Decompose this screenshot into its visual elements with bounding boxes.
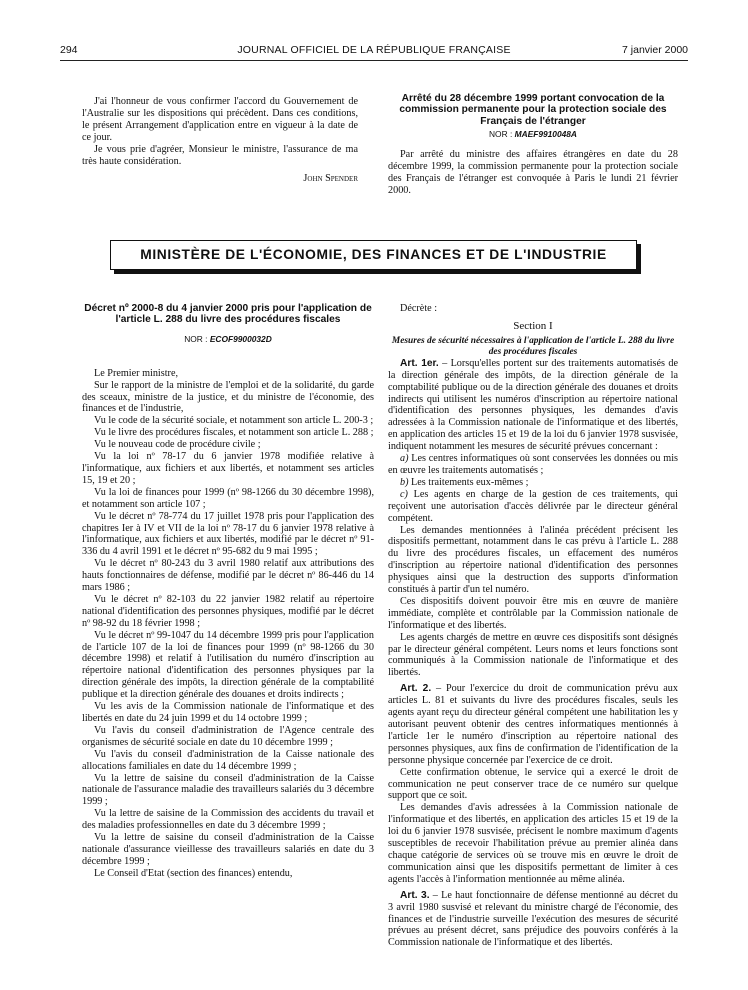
- article-1: [388, 358, 678, 453]
- article-1-label: Art. 1er.: [400, 357, 439, 369]
- decret-left-column: [82, 303, 374, 880]
- ministry-banner: MINISTÈRE DE L'ÉCONOMIE, DES FINANCES ET DE L'INDUSTRIE: [110, 240, 637, 270]
- item-text: Les agents en charge de la gestion de ces traitements, qui reçoivent une autorisation d'accès délivrée par le directeur général compétent.: [388, 488, 678, 524]
- letter-block: [82, 96, 358, 185]
- visa: Vu le décret nº 99-1047 du 14 décembre 1999 pris pour l'application de l'article 107 de la loi de finances pour 1999 (nº 98-1266 du 30 décembre 1998) et relatif à l'utilisation du numéro d'inscription au répertoire national d'identification des personnes physiques par la direction générale des impôts, la direction générale de la comptabilité publique et la direction générale des douanes et droits indirects ;: [82, 629, 374, 701]
- decret-right-column: [388, 303, 678, 949]
- article-2-text: – Pour l'exercice du droit de communication prévu aux articles L. 81 et suivants du livre des procédures fiscales, seuls les agents ayant reçu du directeur général compétent une habilitation les y autorisant peuvent obtenir des centres informatiques mentionnés à l'article 1er le numéro d'inscription au répertoire national des personnes physiques, aux fins de confirmation de l'identification de la personne physique concernée par l'exercice de ce droit.: [388, 683, 678, 766]
- article-1-paragraph: Les agents chargés de mettre en œuvre ces dispositifs sont désignés par le directeur général compétent. Leurs noms et leurs fonctions sont communiqués à la Commission nationale de l'informatique et des libertés.: [388, 631, 678, 679]
- article-2: [388, 683, 678, 766]
- visa: Vu le décret nº 82-103 du 22 janvier 1982 relatif au répertoire national d'identification des personnes physiques, modifié par le décret nº 98-92 du 18 février 1998 ;: [82, 593, 374, 629]
- header-rule: [60, 60, 688, 61]
- visa: Vu la loi de finances pour 1999 (nº 98-1266 du 30 décembre 1998), et notamment son article 107 ;: [82, 486, 374, 510]
- article-1-text: – Lorsqu'elles portent sur des traitements automatisés de la direction générale des impôts, de la direction générale de la comptabilité publique ou de la direction générale des douanes et droits indirects qui utilisent les numéros d'inscription au répertoire national d'identification des personnes physiques, les demandes d'avis adressées à la Commission nationale de l'informatique et des libertés, en application des articles 15 et 19 de la loi du 6 janvier 1978 susvisée, indiquent notamment les mesures de sécurité prévues concernant :: [388, 357, 678, 453]
- decret-opening: Le Premier ministre,: [94, 367, 179, 379]
- issue-date: 7 janvier 2000: [622, 44, 688, 56]
- item-letter: c): [400, 488, 408, 500]
- article-1-item: [388, 477, 678, 489]
- letter-paragraph: J'ai l'honneur de vous confirmer l'accord du Gouvernement de l'Australie sur les dispositions qui précèdent. Dans ces conditions, le présent Arrangement d'application entre en vigueur à la date de ce jour.: [82, 96, 358, 143]
- visa: Vu le livre des procédures fiscales, et notamment son article L. 288 ;: [94, 427, 374, 439]
- arrete-title: Arrêté du 28 décembre 1999 portant convocation de la commission permanente pour la protection sociale des Français de l'étranger: [399, 93, 667, 127]
- decret-nor-label: NOR :: [184, 333, 208, 344]
- visa: Vu le décret nº 80-243 du 3 avril 1980 relatif aux attributions des hauts fonctionnaires de défense, modifié par le décret nº 86-446 du 14 mars 1986 ;: [82, 558, 374, 594]
- article-1-paragraph: Ces dispositifs doivent pouvoir être mis en œuvre de manière immédiate, complète et contrôlable par la Commission nationale de l'informatique et des libertés.: [388, 595, 678, 631]
- page-header: [60, 44, 688, 58]
- article-1-item: [388, 489, 678, 525]
- article-3-label: Art. 3.: [400, 889, 430, 901]
- arrete-nor-code: MAEF9910048A: [514, 129, 577, 140]
- article-1-paragraph: Les demandes mentionnées à l'alinéa précédent précisent les dispositifs permettant, notamment dans le cas prévu à l'article L. 288 du livre des procédures fiscales, un effacement des numéros d'inscription au répertoire national d'identification des personnes physiques ainsi que la destruction des supports d'information constitués à partir d'un tel numéro.: [388, 524, 678, 596]
- visa: Vu le décret nº 78-774 du 17 juillet 1978 pris pour l'application des chapitres Ier à IV et VII de la loi nº 78-17 du 6 janvier 1978 relative à l'informatique, aux fichiers et aux libertés, modifié par le décret nº 91-336 du 4 avril 1991 et le décret nº 95-682 du 9 mai 1995 ;: [82, 510, 374, 558]
- arrete-body: Par arrêté du ministre des affaires étrangères en date du 28 décembre 1999, la commission permanente pour la protection sociale des Français de l'étranger est convoquée à Paris le lundi 21 février 2000.: [388, 149, 678, 196]
- visa: Vu la lettre de saisine de la Commission des accidents du travail et des maladies professionnelles en date du 3 décembre 1999 ;: [82, 808, 374, 832]
- visa: Sur le rapport de la ministre de l'emploi et de la solidarité, du garde des sceaux, ministre de la justice, et du ministre de l'économie, des finances et de l'industrie,: [82, 379, 374, 415]
- article-3-text: – Le haut fonctionnaire de défense mentionné au décret du 3 avril 1980 susvisé et relevant du ministre chargé de l'économie, des finances et de l'industrie surveille l'exécution des mesures de sécurité prévues au présent décret, sans préjudice des pouvoirs conférés à la Commission nationale de l'informatique et des libertés.: [388, 889, 678, 949]
- item-letter: a): [400, 453, 409, 465]
- visa: Vu l'avis du conseil d'administration de l'Agence centrale des organismes de sécurité sociale en date du 10 décembre 1999 ;: [82, 724, 374, 748]
- journal-title: JOURNAL OFFICIEL DE LA RÉPUBLIQUE FRANÇAISE: [237, 44, 511, 56]
- article-3: [388, 890, 678, 950]
- visa: Vu la lettre de saisine du conseil d'administration de la Caisse nationale d'assurance vieillesse des travailleurs salariés en date du 3 décembre 1999 ;: [82, 832, 374, 867]
- item-letter: b): [400, 476, 409, 488]
- visa: Vu le nouveau code de procédure civile ;: [94, 439, 261, 451]
- decret-title: Décret nº 2000-8 du 4 janvier 2000 pris pour l'application de l'article L. 288 du livre des procédures fiscales: [84, 303, 372, 326]
- article-2-paragraph: Les demandes d'avis adressées à la Commission nationale de l'informatique et des libertés, en application des articles 15 et 19 de la loi du 6 janvier 1978 susvisée, précisent le nombre maximum d'agents susceptibles de recevoir l'habilitation prévue au premier alinéa dans chaque catégorie de services où se trouve mis en œuvre le droit de communication ainsi que les dispositifs permettant de limiter à ces agents l'accès à l'information mentionnée au même alinéa.: [388, 802, 678, 885]
- letter-signature: John Spender: [303, 173, 358, 185]
- section-title: Section I: [513, 319, 553, 332]
- visa: Vu la lettre de saisine du conseil d'administration de la Caisse nationale de l'assurance maladie des travailleurs salariés du 3 décembre 1999 ;: [82, 772, 374, 808]
- visa: Le Conseil d'Etat (section des finances) entendu,: [94, 867, 293, 879]
- item-text: Les centres informatiques où sont conservées les données ou mis en œuvre les traitements automatisés ;: [388, 453, 678, 476]
- decret-nor: [82, 334, 374, 346]
- decrete-heading: Décrète :: [400, 303, 438, 314]
- article-2-label: Art. 2.: [400, 683, 432, 695]
- visa: Vu la loi nº 78-17 du 6 janvier 1978 modifiée relative à l'informatique, aux fichiers et aux libertés, et notamment ses articles 15, 19 et 20 ;: [82, 451, 374, 486]
- arrete-nor-label: NOR :: [489, 129, 513, 140]
- item-text: Les traitements eux-mêmes ;: [408, 476, 529, 488]
- article-2-paragraph: Cette confirmation obtenue, le service qui a exercé le droit de communication ne peut conserver trace de ce numéro sur quelque support que ce soit.: [388, 766, 678, 802]
- article-1-item: [388, 453, 678, 477]
- visa: Vu le code de la sécurité sociale, et notamment son article L. 200-3 ;: [94, 415, 374, 427]
- arrete-block: [388, 93, 678, 197]
- letter-paragraph: Je vous prie d'agréer, Monsieur le ministre, l'assurance de ma très haute considération.: [82, 143, 358, 167]
- arrete-nor: [388, 129, 678, 141]
- page-number: 294: [60, 44, 78, 56]
- decret-nor-code: ECOF9900032D: [209, 333, 272, 344]
- visa: Vu l'avis du conseil d'administration de la Caisse nationale des allocations familiales en date du 14 décembre 1999 ;: [82, 748, 374, 772]
- visa: Vu les avis de la Commission nationale de l'informatique et des libertés en date du 24 juin 1999 et du 14 octobre 1999 ;: [82, 701, 374, 724]
- section-subtitle: Mesures de sécurité nécessaires à l'application de l'article L. 288 du livre des procédures fiscales: [391, 335, 675, 357]
